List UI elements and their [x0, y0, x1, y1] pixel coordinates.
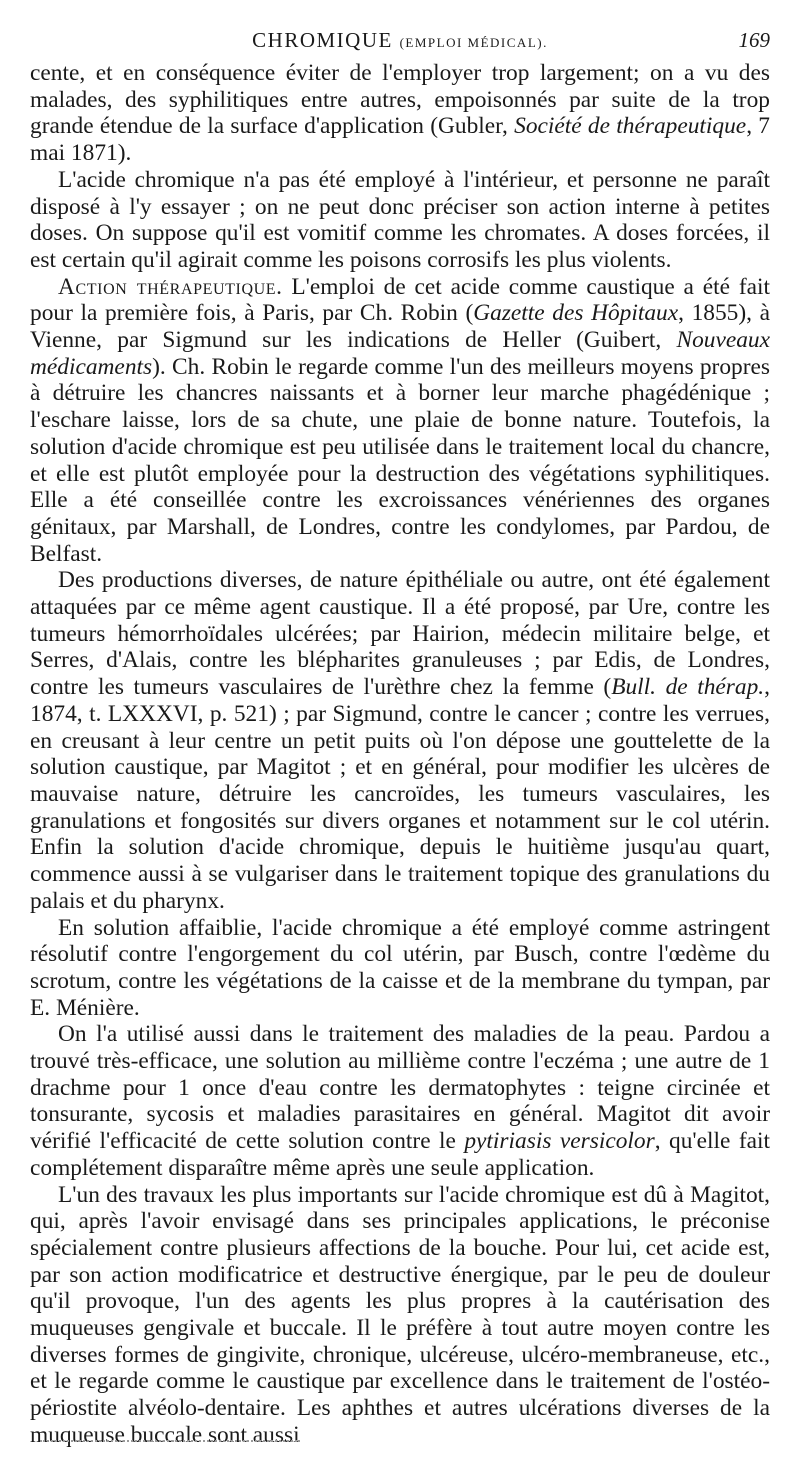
journal-reference: Gazette des Hôpitaux: [473, 300, 679, 327]
paragraph-text: L'acide chromique n'a pas été employé à l'intérieur, et personne ne paraît disposé à l'y essayer ; on ne peut donc préciser son action interne à petites doses. On suppose qu'il est vomitif comme les chromates. A doses forcées, il est certain qu'il agirait comme les poisons corrosifs les plus violents.: [30, 166, 770, 273]
section-heading: Action thérapeutique.: [58, 273, 283, 300]
paragraph-weak-solution: [30, 915, 770, 1022]
running-head: [30, 22, 770, 58]
paragraph-various-productions: [30, 567, 770, 914]
body-text: [30, 60, 770, 1449]
running-head-title: CHROMIQUE: [252, 28, 393, 52]
disease-name: pytiriasis versicolor: [464, 1128, 655, 1155]
paragraph-text: , 1874, t. LXXXVI, p. 521) ; par Sigmund, contre le cancer ; contre les verrues, en creusant à leur centre un petit puits où l'on dépose une gouttelette de la solution caustique, par Magitot ; et en général, pour modifier les ulcères de mauvaise nature, détruire les cancroïdes, les tumeurs vasculaires, les granulations et fongosités sur divers organes et notamment sur le col utérin. Enfin la solution d'acide chromique, depuis le huitième jusqu'au quart, commence aussi à se vulgariser dans le traitement topique des granulations du palais et du pharynx.: [30, 674, 770, 914]
paragraph-therapeutic-action: [30, 274, 770, 568]
paragraph-text: cente, et en conséquence éviter de l'employer trop largement; on a vu des malades, des syphilitiques entre autres, empoisonnés par suite de la trop grande étendue de la surface d'application (Gubler,: [30, 60, 770, 140]
paragraph-magitot-works: [30, 1182, 770, 1449]
paragraph-text: Des productions diverses, de nature épithéliale ou autre, ont été également attaquées par ce même agent caustique. Il a été proposé, par Ure, contre les tumeurs hémorrhoïdales ulcérées; par Hairion, médecin militaire belge, et Serres, d'Alais, contre les blépharites granuleuses ; par Edis, de Londres, contre les tumeurs vasculaires de l'urèthre chez la femme (: [30, 567, 770, 701]
paragraph-text: L'un des travaux les plus importants sur l'acide chromique est dû à Magitot, qui, après l'avoir envisagé dans ses principales applications, le préconise spécialement contre plusieurs affections de la bouche. Pour lui, cet acide est, par son action modificatrice et destructive énergique, par le peu de douleur qu'il provoque, l'un des agents les plus propres à la cautérisation des muqueuses gengivale et buccale. Il le préfère à tout autre moyen contre les diverses formes de gingivite, chronique, ulcéreuse, ulcéro-membraneuse, etc., et le regarde comme le caustique par excellence dans le traitement de l'ostéo-périostite alvéolo-dentaire. Les aphthes et autres ulcérations diverses de la muqueuse buccale sont aussi: [30, 1181, 770, 1448]
paragraph-continuation: [30, 60, 770, 167]
journal-reference: Société de thérapeutique: [514, 113, 747, 140]
paragraph-internal-use: [30, 167, 770, 274]
paragraph-text: , qu'elle fait complétement disparaître même après une seule application.: [30, 1128, 771, 1181]
running-head-subtitle: (EMPLOI MÉDICAL).: [399, 35, 548, 50]
paragraph-text: L'emploi de cet acide comme caustique a été fait pour la première fois, à Paris, par Ch. Robin (: [30, 273, 770, 327]
paragraph-text: , 1855), à Vienne, par Sigmund sur les indications de Heller (Guibert,: [30, 300, 770, 354]
book-reference: Nouveaux médicaments: [30, 327, 770, 380]
footer-dotted-rule: [40, 1440, 300, 1442]
paragraph-skin-diseases: [30, 1021, 770, 1181]
paragraph-text: ). Ch. Robin le regarde comme l'un des meilleurs moyens propres à détruire les chancres naissants et à borner leur marche phagédénique ; l'eschare laisse, lors de sa chute, une plaie de bonne nature. Toutefois, la solution d'acide chromique est peu utilisée dans le traitement local du chancre, et elle est plutôt employée pour la destruction des végétations syphilitiques. Elle a été conseillée contre les excroissances vénériennes des organes génitaux, par Marshall, de Londres, contre les condylomes, par Pardou, de Belfast.: [30, 353, 770, 567]
paragraph-text: On l'a utilisé aussi dans le traitement des maladies de la peau. Pardou a trouvé très-efficace, une solution au millième contre l'eczéma ; une autre de 1 drachme pour 1 once d'eau contre les dermatophytes : teigne circinée et tonsurante, sycosis et maladies parasitaires en général. Magitot dit avoir vérifié l'efficacité de cette solution contre le: [30, 1021, 770, 1155]
journal-reference: Bull. de thérap.: [611, 674, 765, 701]
page-number: 169: [738, 28, 770, 52]
document-page: [30, 22, 770, 1449]
paragraph-text: En solution affaiblie, l'acide chromique a été employé comme astringent résolutif contre l'engorgement du col utérin, par Busch, contre l'œdème du scrotum, contre les végétations de la caisse et de la membrane du tympan, par E. Ménière.: [30, 914, 770, 1021]
paragraph-text: , 7 mai 1871).: [30, 113, 770, 167]
